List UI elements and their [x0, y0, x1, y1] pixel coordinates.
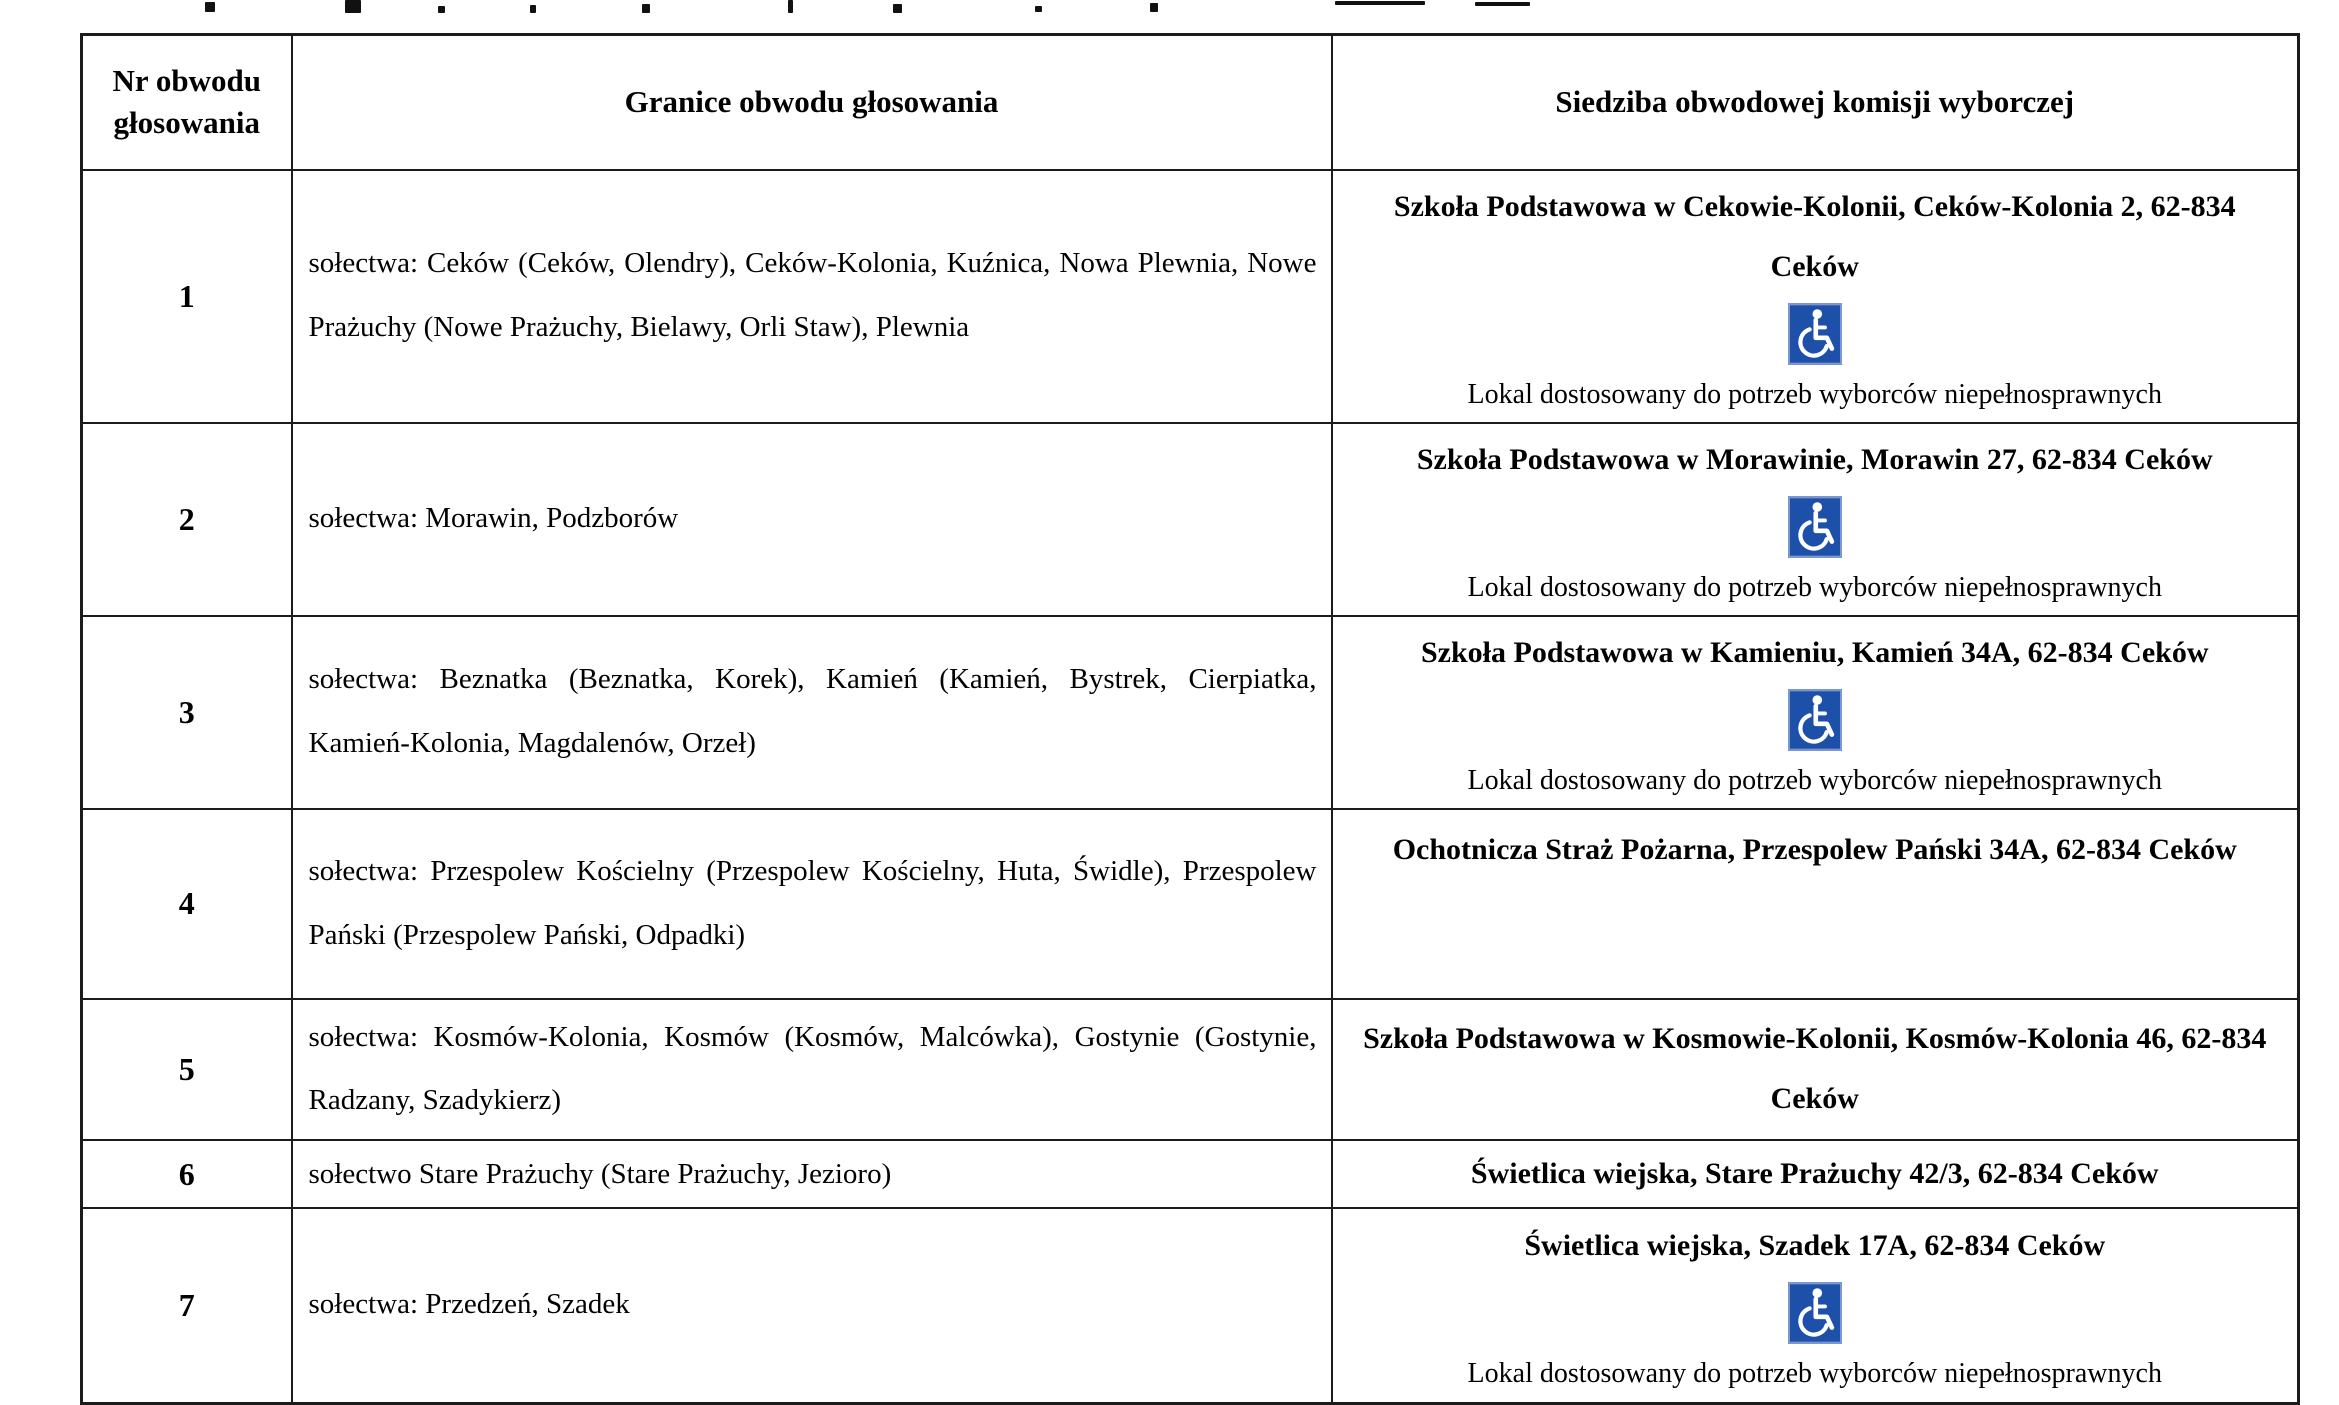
commission-seat-cell — [1332, 423, 2299, 616]
district-number: 5 — [82, 999, 292, 1141]
table-row — [82, 616, 2299, 809]
district-boundaries: sołectwa: Kosmów-Kolonia, Kosmów (Kosmów, Malcówka), Gostynie (Gostynie, Radzany, Szadykierz) — [292, 999, 1332, 1141]
commission-address: Szkoła Podstawowa w Morawinie, Morawin 27, 62-834 Ceków — [1416, 442, 2213, 476]
commission-seat-cell — [1332, 170, 2299, 423]
table-row — [82, 423, 2299, 616]
accessibility-note: Lokal dostosowany do potrzeb wyborców niepełnosprawnych — [1467, 378, 2162, 410]
table-row — [82, 1208, 2299, 1403]
table-row — [82, 1140, 2299, 1208]
commission-seat-cell — [1332, 616, 2299, 809]
district-boundaries: sołectwa: Ceków (Ceków, Olendry), Ceków-Kolonia, Kuźnica, Nowa Plewnia, Nowe Prażuchy (Nowe Prażuchy, Bielawy, Orli Staw), Plewnia — [292, 170, 1332, 423]
header-district-number: Nr obwodu głosowania — [82, 35, 292, 170]
commission-address: Szkoła Podstawowa w Kamieniu, Kamień 34A, 62-834 Ceków — [1420, 635, 2209, 669]
table-row — [82, 170, 2299, 423]
commission-address: Świetlica wiejska, Szadek 17A, 62-834 Ceków — [1524, 1228, 2106, 1262]
commission-address: Szkoła Podstawowa w Kosmowie-Kolonii, Kosmów-Kolonia 46, 62-834 Ceków — [1363, 1022, 2267, 1116]
district-number: 2 — [82, 423, 292, 616]
commission-address: Ochotnicza Straż Pożarna, Przespolew Pański 34A, 62-834 Ceków — [1392, 832, 2237, 866]
commission-seat-cell — [1332, 1140, 2299, 1208]
accessibility-note: Lokal dostosowany do potrzeb wyborców niepełnosprawnych — [1467, 571, 2162, 603]
table-row — [82, 809, 2299, 999]
district-number: 1 — [82, 170, 292, 423]
district-boundaries: sołectwa: Morawin, Podzborów — [292, 423, 1332, 616]
commission-seat-cell — [1332, 1208, 2299, 1403]
commission-address: Świetlica wiejska, Stare Prażuchy 42/3, 62-834 Ceków — [1470, 1157, 2159, 1191]
wheelchair-accessibility-icon — [1788, 496, 1842, 558]
wheelchair-accessibility-icon — [1788, 689, 1842, 751]
accessibility-note: Lokal dostosowany do potrzeb wyborców niepełnosprawnych — [1467, 1357, 2162, 1389]
district-number: 3 — [82, 616, 292, 809]
commission-seat-cell — [1332, 999, 2299, 1141]
voting-districts-table — [80, 33, 2300, 1405]
district-boundaries: sołectwa: Beznatka (Beznatka, Korek), Kamień (Kamień, Bystrek, Cierpiatka, Kamień-Kolonia, Magdalenów, Orzeł) — [292, 616, 1332, 809]
table-header-row — [82, 35, 2299, 170]
district-number: 4 — [82, 809, 292, 999]
table-row — [82, 999, 2299, 1141]
accessibility-note: Lokal dostosowany do potrzeb wyborców niepełnosprawnych — [1467, 764, 2162, 796]
header-district-boundaries: Granice obwodu głosowania — [292, 35, 1332, 170]
district-number: 7 — [82, 1208, 292, 1403]
district-boundaries: sołectwa: Przedzeń, Szadek — [292, 1208, 1332, 1403]
district-boundaries: sołectwo Stare Prażuchy (Stare Prażuchy, Jezioro) — [292, 1140, 1332, 1208]
district-boundaries: sołectwa: Przespolew Kościelny (Przespolew Kościelny, Huta, Świdle), Przespolew Pański (Przespolew Pański, Odpadki) — [292, 809, 1332, 999]
district-number: 6 — [82, 1140, 292, 1208]
header-commission-seat: Siedziba obwodowej komisji wyborczej — [1332, 35, 2299, 170]
commission-address: Szkoła Podstawowa w Cekowie-Kolonii, Ceków-Kolonia 2, 62-834 Ceków — [1393, 189, 2236, 283]
commission-seat-cell — [1332, 809, 2299, 999]
wheelchair-accessibility-icon — [1788, 1282, 1842, 1344]
wheelchair-accessibility-icon — [1788, 303, 1842, 365]
